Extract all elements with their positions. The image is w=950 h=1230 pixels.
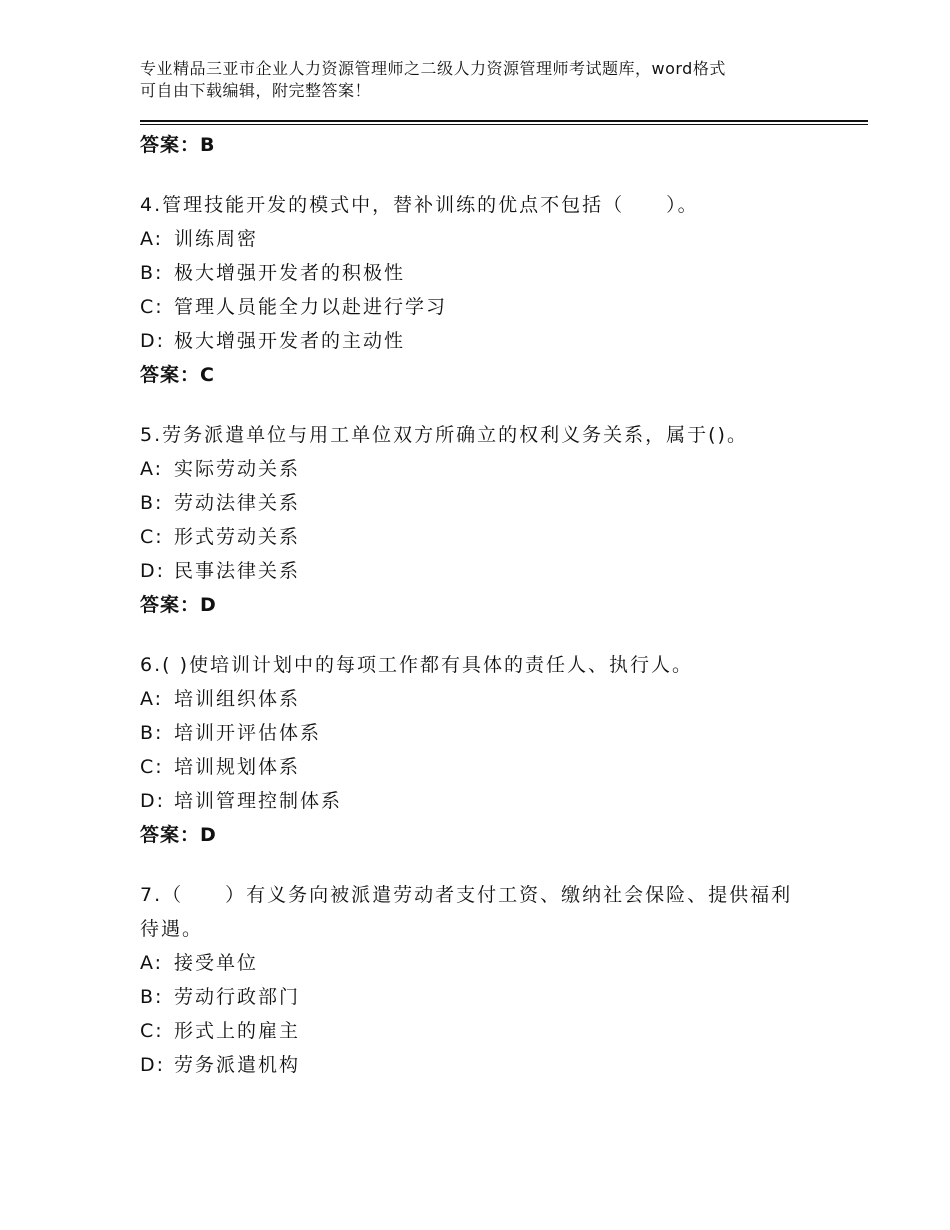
option-text: 极大增强开发者的主动性	[174, 330, 406, 352]
option-text: 实际劳动关系	[174, 458, 301, 480]
option-c	[140, 290, 840, 324]
question-list	[140, 128, 840, 1082]
option-a	[140, 946, 840, 980]
option-text: 培训规划体系	[174, 756, 301, 778]
option-letter: A:	[140, 688, 164, 710]
option-c	[140, 750, 840, 784]
option-a	[140, 682, 840, 716]
option-letter: D:	[140, 1054, 166, 1076]
option-letter: B:	[140, 262, 164, 284]
option-d	[140, 784, 840, 818]
option-c	[140, 1014, 840, 1048]
option-b	[140, 980, 840, 1014]
option-letter: A:	[140, 458, 164, 480]
question-stem: 6.( )使培训计划中的每项工作都有具体的责任人、执行人。	[140, 654, 693, 676]
answer-line: 答案：B	[140, 134, 216, 156]
option-text: 劳动行政部门	[174, 986, 301, 1008]
option-b	[140, 256, 840, 290]
option-text: 民事法律关系	[174, 560, 301, 582]
option-letter: B:	[140, 986, 164, 1008]
option-letter: D:	[140, 790, 166, 812]
option-c	[140, 520, 840, 554]
question-item	[140, 648, 840, 850]
option-letter: D:	[140, 330, 166, 352]
option-text: 训练周密	[174, 228, 259, 250]
option-text: 培训开评估体系	[174, 722, 322, 744]
option-text: 形式上的雇主	[174, 1020, 301, 1042]
document-header	[140, 58, 820, 102]
option-letter: D:	[140, 560, 166, 582]
option-text: 培训组织体系	[174, 688, 301, 710]
option-d	[140, 554, 840, 588]
header-rule-thin	[140, 124, 868, 125]
answer-line: 答案：C	[140, 364, 215, 386]
option-text: 培训管理控制体系	[174, 790, 343, 812]
option-letter: A:	[140, 952, 164, 974]
option-a	[140, 452, 840, 486]
option-letter: C:	[140, 526, 164, 548]
option-b	[140, 716, 840, 750]
header-line-1: 专业精品三亚市企业人力资源管理师之二级人力资源管理师考试题库，word格式	[140, 59, 726, 78]
option-text: 劳动法律关系	[174, 492, 301, 514]
option-letter: B:	[140, 492, 164, 514]
option-d	[140, 324, 840, 358]
question-stem: 7.（ ）有义务向被派遣劳动者支付工资、缴纳社会保险、提供福利待遇。	[140, 884, 793, 940]
option-text: 形式劳动关系	[174, 526, 301, 548]
option-b	[140, 486, 840, 520]
option-text: 管理人员能全力以赴进行学习	[174, 296, 448, 318]
option-letter: A:	[140, 228, 164, 250]
option-text: 劳务派遣机构	[174, 1054, 301, 1076]
header-rule-thick	[140, 120, 868, 122]
option-a	[140, 222, 840, 256]
option-letter: B:	[140, 722, 164, 744]
question-item	[140, 188, 840, 390]
option-text: 接受单位	[174, 952, 259, 974]
option-letter: C:	[140, 296, 164, 318]
option-letter: C:	[140, 756, 164, 778]
answer-line: 答案：D	[140, 594, 217, 616]
header-line-2: 可自由下载编辑，附完整答案！	[140, 81, 372, 100]
question-stem: 5.劳务派遣单位与用工单位双方所确立的权利义务关系，属于()。	[140, 424, 748, 446]
answer-line: 答案：D	[140, 824, 217, 846]
option-d	[140, 1048, 840, 1082]
question-item	[140, 878, 840, 1082]
question-stem: 4.管理技能开发的模式中，替补训练的优点不包括（ ）。	[140, 194, 699, 216]
option-text: 极大增强开发者的积极性	[174, 262, 406, 284]
option-letter: C:	[140, 1020, 164, 1042]
question-item	[140, 418, 840, 620]
